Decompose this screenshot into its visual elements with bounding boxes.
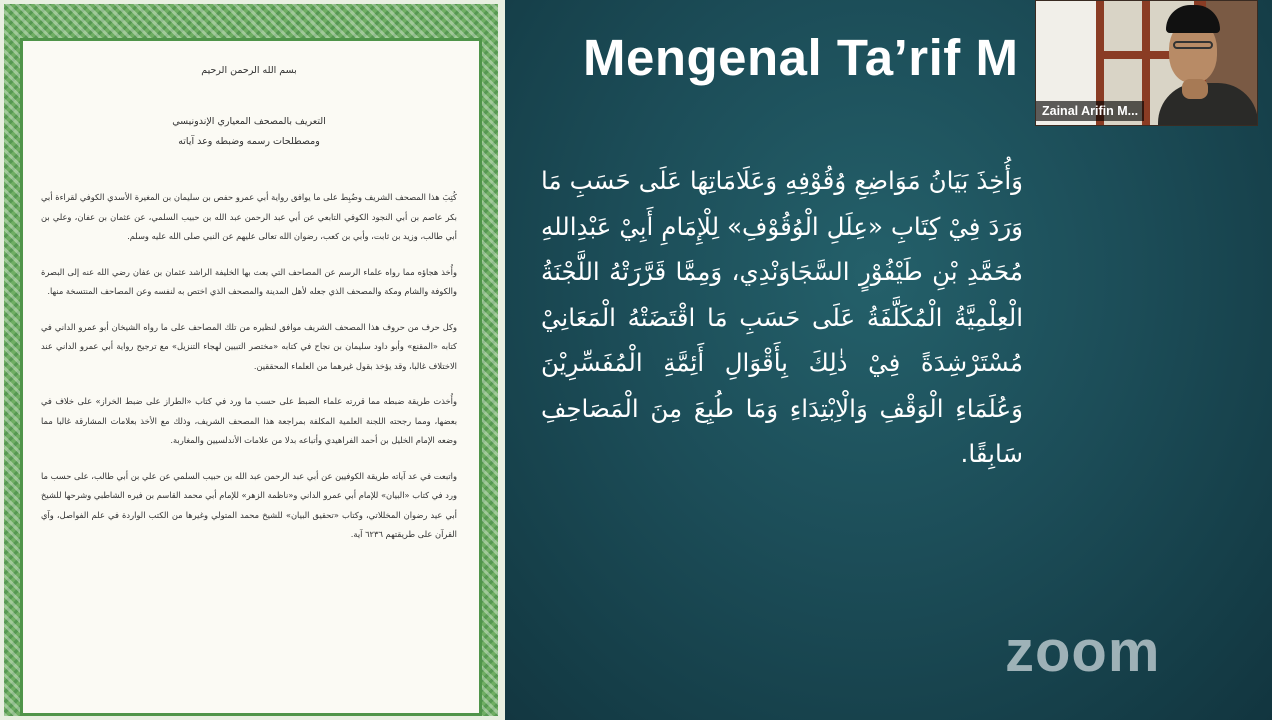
document-title-line2: ومصطلحات رسمه وضبطه وعد آياته: [178, 136, 320, 147]
document-paragraph: وأُخذ هجاؤه مما رواه علماء الرسم عن المصاحف التي بعث بها الخليفة الراشد عثمان بن عفان رضي الله عنه إلى البصرة والكوفة والشام ومكة والمصحف الذي جعله لأهل المدينة والمصحف الذي اختص به لنفسه وعن المصاحف المنتسخة منها.: [41, 266, 457, 296]
ornamental-border: [4, 4, 498, 716]
document-paragraph: وكل حرف من حروف هذا المصحف الشريف موافق لنظيره من تلك المصاحف على ما رواه الشيخان أبو عمرو الداني في كتابه «المقنع» وأبو داود سليمان بن نجاح في كتابه «مختصر التبيين لهجاء التنزيل» مع ترجيح رواية أبي عمرو الداني عند الاختلاف غالبا، وقد يؤخذ بقول غيرهما من العلماء المحققين.: [41, 321, 457, 371]
document-title: [41, 112, 457, 152]
document-paragraph: واتبعت في عد آياته طريقة الكوفيين عن أبي عبد الرحمن عبد الله بن حبيب السلمي عن علي بن أبي طالب، على حسب ما ورد في كتاب «البيان» للإمام أبي عمرو الداني و«ناظمة الزهر» للإمام أبي محمد القاسم بن فيره الشاطبي وشرحها للشيخ أبي عيد رضوان المخللاتي، وكتاب «تحقيق البيان» للشيخ محمد المتولي وغيرها من الكتب الواردة في علم الفواصل، وآي القرآن على طريقتهم ٦٢٣٦ آية.: [41, 470, 457, 539]
participant-hand: [1182, 79, 1208, 99]
participant-glasses: [1173, 41, 1213, 49]
document-paragraph: كُتِبَ هذا المصحف الشريف وضُبِط على ما يوافق رواية أبي عمرو حفص بن سليمان بن المغيرة الأسدي الكوفي لقراءة أبي بكر عاصم بن أبي النجود الكوفي التابعي عن أبي عبد الرحمن عبد الله بن حبيب السلمي، عن عثمان بن عفان، وعلي بن أبي طالب، وزيد بن ثابت، وأبي بن كعب، رضوان الله تعالى عليهم عن النبي صلى الله عليه وسلم.: [41, 192, 457, 241]
zoom-logo: zoom: [1005, 619, 1161, 684]
participant-video-tile[interactable]: [1035, 0, 1258, 126]
slide-title: Mengenal Ta’rif M: [583, 29, 1019, 86]
page-frame: [20, 38, 482, 716]
shared-document-panel: [0, 0, 505, 720]
document-paragraph: وأُخذت طريقة ضبطه مما قررته علماء الضبط على حسب ما ورد في كتاب «الطراز على ضبط الخراز» على خلاف في بعضها، ومما رجحته اللجنة العلمية المكلفة بمراجعة هذا المصحف الشريف، وذلك مع الأخذ بعلامات المشارقة غالبا مما وضعه الإمام الخليل بن أحمد الفراهيدي وأتباعه بدلا من علامات الأندلسيين والمغاربة.: [41, 396, 457, 445]
participant-name-label: Zainal Arifin M...: [1036, 101, 1144, 121]
document-page: [23, 41, 479, 713]
document-title-line1: التعريف بالمصحف المعياري الإندونيسي: [172, 116, 326, 127]
basmalah: بسم الله الرحمن الرحيم: [201, 65, 297, 76]
slide-body-text: وَأُخِذَ بَيَانُ مَوَاضِعِ وُقُوْفِهِ وَعَلَامَاتِهَا عَلَى حَسَبِ مَا وَرَدَ فِيْ كِتَابِ «عِلَلِ الْوُقُوْفِ» لِلْإِمَامِ أَبِيْ عَبْدِاللهِ مُحَمَّدِ بْنِ طَيْفُوْرٍ السَّجَاوَنْدِي، وَمِمَّا قَرَّرَتْهُ اللَّجْنَةُ الْعِلْمِيَّةُ الْمُكَلَّفَةُ عَلَى حَسَبِ مَا اقْتَضَتْهُ الْمَعَانِيْ مُسْتَرْشِدَةً فِيْ ذٰلِكَ بِأَقْوَالِ أَئِمَّةِ الْمُفَسِّرِيْنَ وَعُلَمَاءِ الْوَقْفِ وَالْاِبْتِدَاءِ وَمَا طُبِعَ مِنَ الْمَصَاحِفِ سَابِقًا.: [541, 166, 1023, 468]
